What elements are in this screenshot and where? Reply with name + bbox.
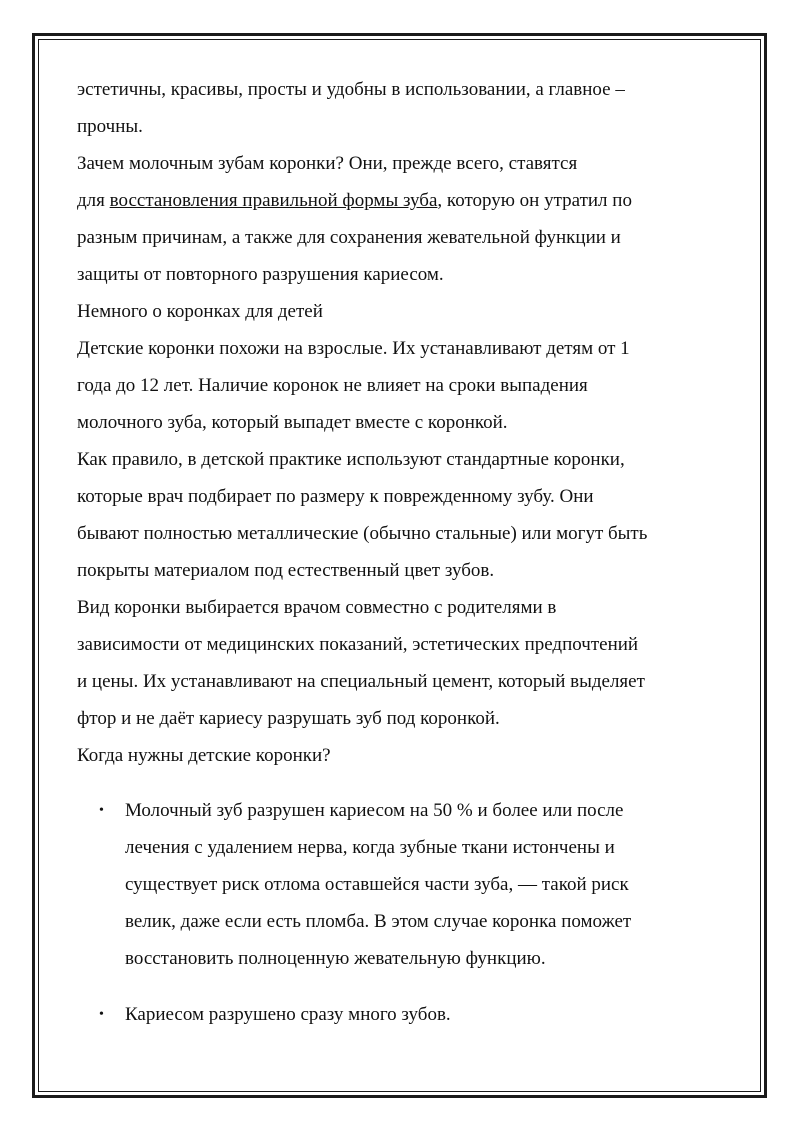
text-line: бывают полностью металлические (обычно стальные) или могут быть [77,523,648,544]
practice-paragraph [77,441,737,589]
text-line: Как правило, в детской практике используют стандартные коронки, [77,449,625,470]
text-line: фтор и не даёт кариесу разрушать зуб под коронкой. [77,708,500,729]
text-line: Молочный зуб разрушен кариесом на 50 % и более или после [125,800,624,821]
document-body [77,71,737,1033]
text-line: Кариесом разрушено сразу много зубов. [125,1004,451,1025]
text-line: лечения с удалением нерва, когда зубные ткани истончены и [125,837,615,858]
children-crowns-paragraph [77,330,737,441]
subheading-children-crowns: Немного о коронках для детей [77,301,323,322]
list-item [77,996,737,1033]
bullet-icon: • [99,1007,104,1022]
text-line: года до 12 лет. Наличие коронок не влияет на сроки выпадения [77,375,588,396]
intro-paragraph [77,71,737,145]
restore-tooth-shape-link[interactable]: восстановления правильной формы зуба [109,190,438,211]
text-line: разным причинам, а также для сохранения жевательной функции и [77,227,621,248]
text-line: молочного зуба, который выпадет вместе с коронкой. [77,412,508,433]
text-line: восстановить полноценную жевательную функцию. [125,948,546,969]
bullet-icon: • [99,803,104,818]
text-fragment: , которую он утратил по [437,190,632,211]
why-paragraph [77,145,737,293]
text-line: велик, даже если есть пломба. В этом случае коронка поможет [125,911,632,932]
text-line: существует риск отлома оставшейся части зуба, — такой риск [125,874,629,895]
text-line: эстетичны, красивы, просты и удобны в использовании, а главное – [77,79,625,100]
text-line: которые врач подбирает по размеру к поврежденному зубу. Они [77,486,594,507]
text-line: защиты от повторного разрушения кариесом. [77,264,444,285]
text-fragment: для [77,190,110,211]
crown-choice-paragraph [77,589,737,737]
list-item [77,792,737,977]
text-line: Зачем молочным зубам коронки? Они, прежде всего, ставятся [77,153,578,174]
subheading-when-needed: Когда нужны детские коронки? [77,745,331,766]
text-line: Вид коронки выбирается врачом совместно с родителями в [77,597,557,618]
text-line: прочны. [77,116,143,137]
indications-list [77,792,737,1033]
text-line: покрыты материалом под естественный цвет зубов. [77,560,495,581]
text-line-with-link [77,182,737,219]
text-line: Детские коронки похожи на взрослые. Их устанавливают детям от 1 [77,338,630,359]
text-line: и цены. Их устанавливают на специальный цемент, который выделяет [77,671,645,692]
text-line: зависимости от медицинских показаний, эстетических предпочтений [77,634,639,655]
